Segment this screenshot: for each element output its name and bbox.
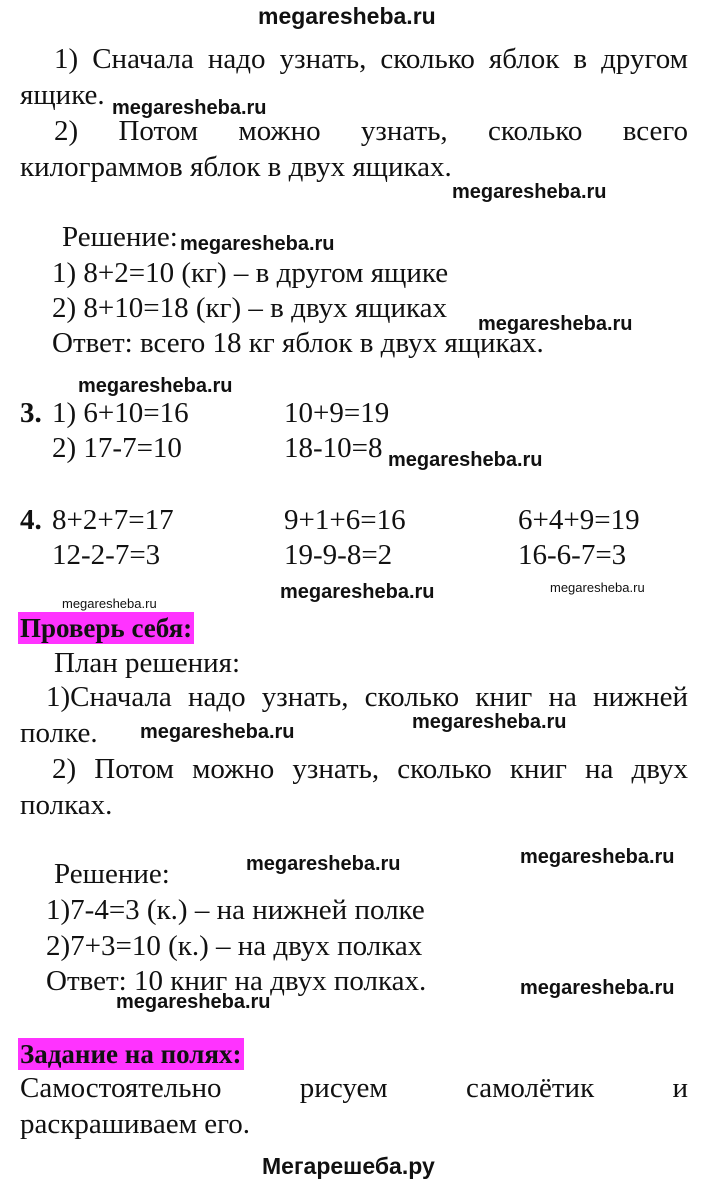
watermark: megaresheba.ru (280, 581, 435, 603)
watermark: megaresheba.ru (180, 233, 335, 255)
watermark: megaresheba.ru (116, 991, 271, 1013)
answer: Ответ: всего 18 кг яблок в двух ящиках. (52, 327, 544, 359)
task-3-eq: 2) 17-7=10 (52, 432, 182, 464)
watermark: megaresheba.ru (520, 846, 675, 868)
footer-watermark: Мегарешеба.ру (262, 1153, 435, 1179)
watermark: megaresheba.ru (478, 313, 633, 335)
plan-step-2-cont: килограммов яблок в двух ящиках. (20, 151, 452, 183)
watermark: megaresheba.ru (388, 449, 543, 471)
task-3-number: 3. (20, 397, 42, 429)
plan-step-1: 1) Сначала надо узнать, сколько яблок в другом (54, 43, 688, 75)
task-3-eq: 18-10=8 (284, 432, 383, 464)
plan-step-2-cont: полках. (20, 789, 113, 821)
plan-step-2: 2) Потом можно узнать, сколько всего (54, 115, 688, 147)
watermark: megaresheba.ru (140, 721, 295, 743)
task-4-eq: 12-2-7=3 (52, 539, 161, 571)
solution-step-1: 1)7-4=3 (к.) – на нижней полке (46, 894, 425, 926)
watermark: megaresheba.ru (520, 977, 675, 999)
task-4-eq: 19-9-8=2 (284, 539, 393, 571)
check-heading: Проверь себя: (20, 613, 193, 643)
plan-step-1: 1)Сначала надо узнать, сколько книг на нижней (46, 681, 688, 713)
watermark: megaresheba.ru (78, 375, 233, 397)
task-4-eq: 9+1+6=16 (284, 504, 406, 536)
task-4-eq: 6+4+9=19 (518, 504, 640, 536)
plan-step-1-cont: ящике. (20, 79, 105, 111)
watermark: megaresheba.ru (452, 181, 607, 203)
task-3-eq: 1) 6+10=16 (52, 397, 189, 429)
watermark: megaresheba.ru (62, 596, 157, 611)
solution-step-1: 1) 8+2=10 (кг) – в другом ящике (52, 257, 449, 289)
task-4-number: 4. (20, 504, 42, 536)
task-4-eq: 8+2+7=17 (52, 504, 174, 536)
plan-label: План решения: (54, 647, 241, 679)
plan-step-2: 2) Потом можно узнать, сколько книг на двух (52, 753, 688, 785)
watermark: megaresheba.ru (412, 711, 567, 733)
solution-label: Решение: (54, 858, 170, 890)
watermark: megaresheba.ru (246, 853, 401, 875)
watermark: megaresheba.ru (550, 580, 645, 595)
task-4-eq: 16-6-7=3 (518, 539, 627, 571)
header-watermark: megaresheba.ru (258, 3, 436, 29)
solution-step-2: 2)7+3=10 (к.) – на двух полках (46, 930, 423, 962)
solution-step-2: 2) 8+10=18 (кг) – в двух ящиках (52, 292, 448, 324)
task-3-eq: 10+9=19 (284, 397, 390, 429)
watermark: megaresheba.ru (112, 97, 267, 119)
solution-label: Решение: (62, 221, 178, 253)
plan-step-1-cont: полке. (20, 717, 98, 749)
margins-heading: Задание на полях: (20, 1039, 242, 1069)
margins-text: Самостоятельно рисуем самолётик и (20, 1072, 688, 1104)
answer: Ответ: 10 книг на двух полках. (46, 965, 427, 997)
margins-text-cont: раскрашиваем его. (20, 1108, 251, 1140)
